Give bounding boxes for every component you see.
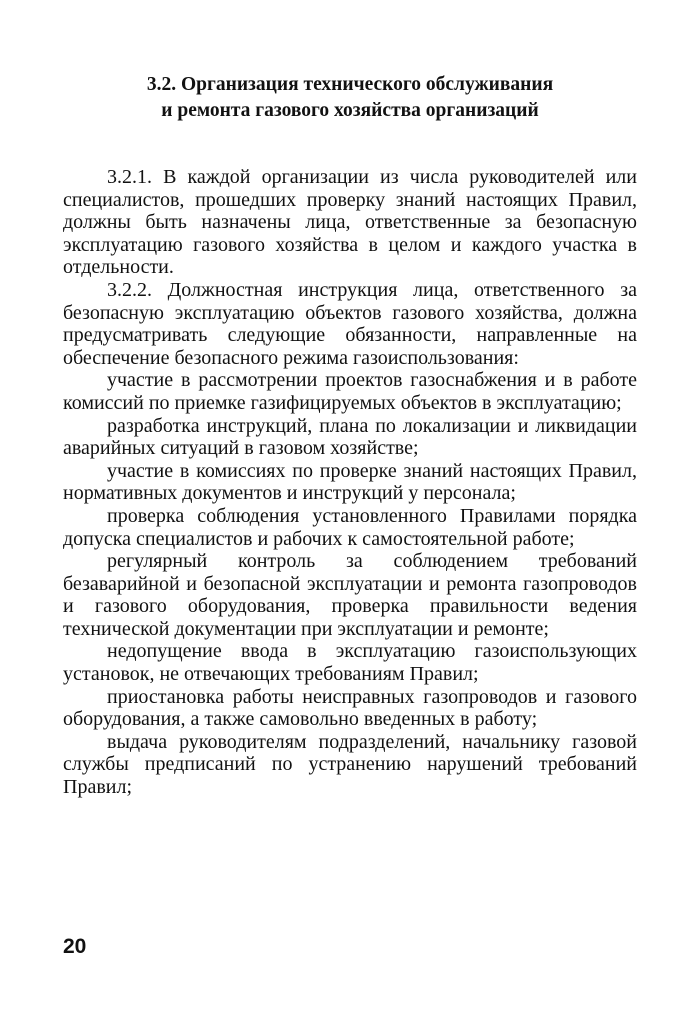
body-text — [63, 166, 637, 799]
section-heading — [63, 72, 637, 124]
document-page — [63, 72, 637, 799]
duty-list-item: разработка инструкций, плана по локализации и ликвидации аварийных ситуаций в газовом хозяйстве; — [63, 414, 637, 460]
paragraph-3-2-2: 3.2.2. Должностная инструкция лица, ответственного за безопасную эксплуатацию объектов газового хозяйства, должна предусматривать следующие обязанности, направленные на обеспечение безопасного режима газоиспользования: — [63, 278, 637, 369]
duty-list-item: недопущение ввода в эксплуатацию газоиспользующих установок, не отвечающих требованиям Правил; — [63, 640, 637, 686]
paragraph-3-2-1: 3.2.1. В каждой организации из числа руководителей или специалистов, прошедших проверку знаний настоящих Правил, должны быть назначены лица, ответственные за безопасную эксплуатацию газового хозяйства в целом и каждого участка в отдельности. — [63, 166, 637, 279]
section-heading-line-2: и ремонта газового хозяйства организаций — [161, 100, 539, 121]
duty-list-item: участие в комиссиях по проверке знаний настоящих Правил, нормативных документов и инструкций у персонала; — [63, 459, 637, 505]
page-number: 20 — [63, 935, 87, 958]
duty-list-item: регулярный контроль за соблюдением требований безаварийной и безопасной эксплуатации и ремонта газопроводов и газового оборудования, проверка правильности ведения технической документации при эксплуатации и ремонте; — [63, 550, 637, 640]
duty-list-item: выдача руководителям подразделений, начальнику газовой службы предписаний по устранению нарушений требований Правил; — [63, 730, 637, 799]
duty-list-item: проверка соблюдения установленного Правилами порядка допуска специалистов и рабочих к самостоятельной работе; — [63, 504, 637, 550]
duty-list-item: участие в рассмотрении проектов газоснабжения и в работе комиссий по приемке газифицируемых объектов в эксплуатацию; — [63, 369, 637, 414]
section-heading-line-1: 3.2. Организация технического обслуживания — [146, 74, 554, 95]
duty-list-item: приостановка работы неисправных газопроводов и газового оборудования, а также самовольно введенных в работу; — [63, 685, 637, 731]
